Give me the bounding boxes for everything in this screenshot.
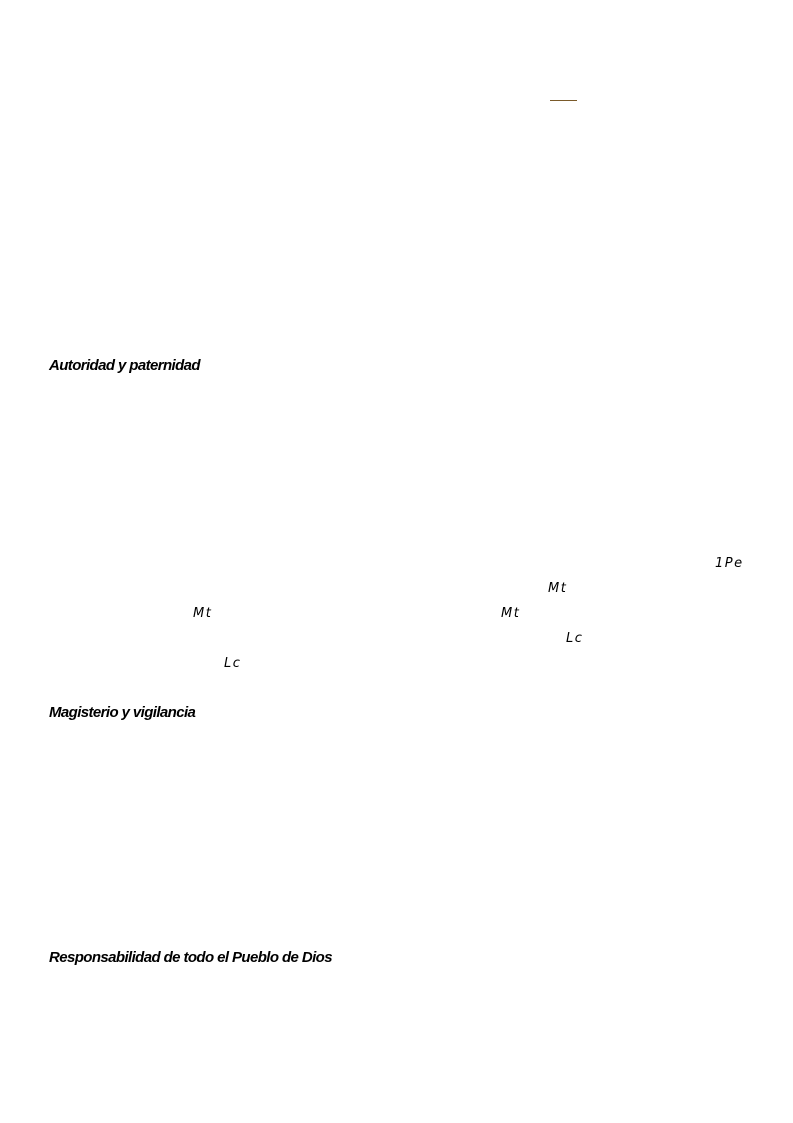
scripture-ref-lc: Lc: [224, 656, 242, 671]
scripture-ref-lc: Lc: [566, 631, 584, 646]
footnote-rule: [550, 100, 577, 101]
scripture-ref-mt: Mt: [193, 606, 213, 621]
section-heading-responsabilidad: Responsabilidad de todo el Pueblo de Dios: [49, 949, 332, 966]
section-heading-magisterio: Magisterio y vigilancia: [49, 704, 196, 721]
scripture-ref-1pe: 1Pe: [715, 556, 744, 571]
scripture-ref-mt: Mt: [501, 606, 521, 621]
scripture-ref-mt: Mt: [548, 581, 568, 596]
section-heading-autoridad: Autoridad y paternidad: [49, 357, 200, 374]
